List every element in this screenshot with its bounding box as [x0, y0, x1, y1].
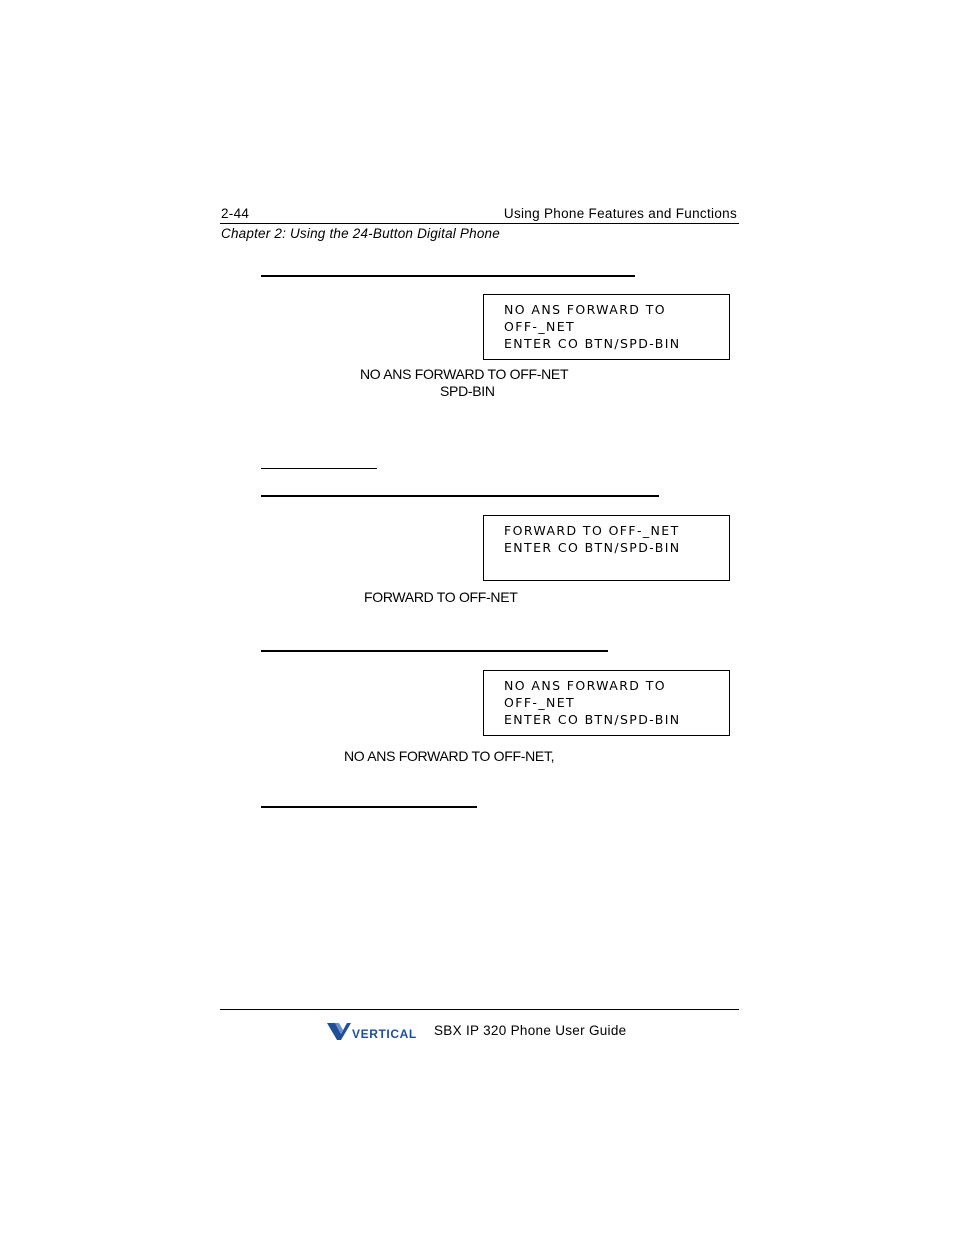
lcd-line: OFF-_NET	[504, 695, 576, 710]
guide-title: SBX IP 320 Phone User Guide	[434, 1023, 627, 1038]
lcd-line: ENTER CO BTN/SPD-BIN	[504, 336, 681, 351]
footer-rule	[220, 1009, 739, 1010]
vertical-logo-icon	[327, 1021, 431, 1041]
lcd-display-no-answer-forward	[483, 294, 730, 360]
display-reference: NO ANS FORWARD TO OFF-NET	[360, 366, 569, 382]
page-number: 2-44	[221, 206, 250, 221]
heading-rule-5	[261, 806, 477, 808]
lcd-display-no-answer-forward	[483, 670, 730, 736]
heading-rule-4	[261, 650, 608, 652]
display-reference: NO ANS FORWARD TO OFF-NET,	[344, 748, 555, 764]
lcd-line: ENTER CO BTN/SPD-BIN	[504, 540, 681, 555]
lcd-line: FORWARD TO OFF-_NET	[504, 523, 680, 538]
lcd-line: NO ANS FORWARD TO	[504, 302, 666, 317]
section-title: Using Phone Features and Functions	[503, 206, 737, 221]
vertical-logo	[327, 1021, 431, 1046]
heading-rule-2	[261, 468, 377, 469]
lcd-line: NO ANS FORWARD TO	[504, 678, 666, 693]
display-reference: FORWARD TO OFF-NET	[364, 589, 518, 605]
brand-name: VERTICAL	[352, 1027, 417, 1041]
chapter-title: Chapter 2: Using the 24-Button Digital Phone	[221, 226, 500, 241]
header-rule	[220, 223, 739, 224]
lcd-line: ENTER CO BTN/SPD-BIN	[504, 712, 681, 727]
heading-rule-1	[261, 275, 635, 277]
lcd-line: OFF-_NET	[504, 319, 576, 334]
heading-rule-3	[261, 495, 659, 497]
display-reference: SPD-BIN	[440, 383, 495, 399]
lcd-display-forward	[483, 515, 730, 581]
